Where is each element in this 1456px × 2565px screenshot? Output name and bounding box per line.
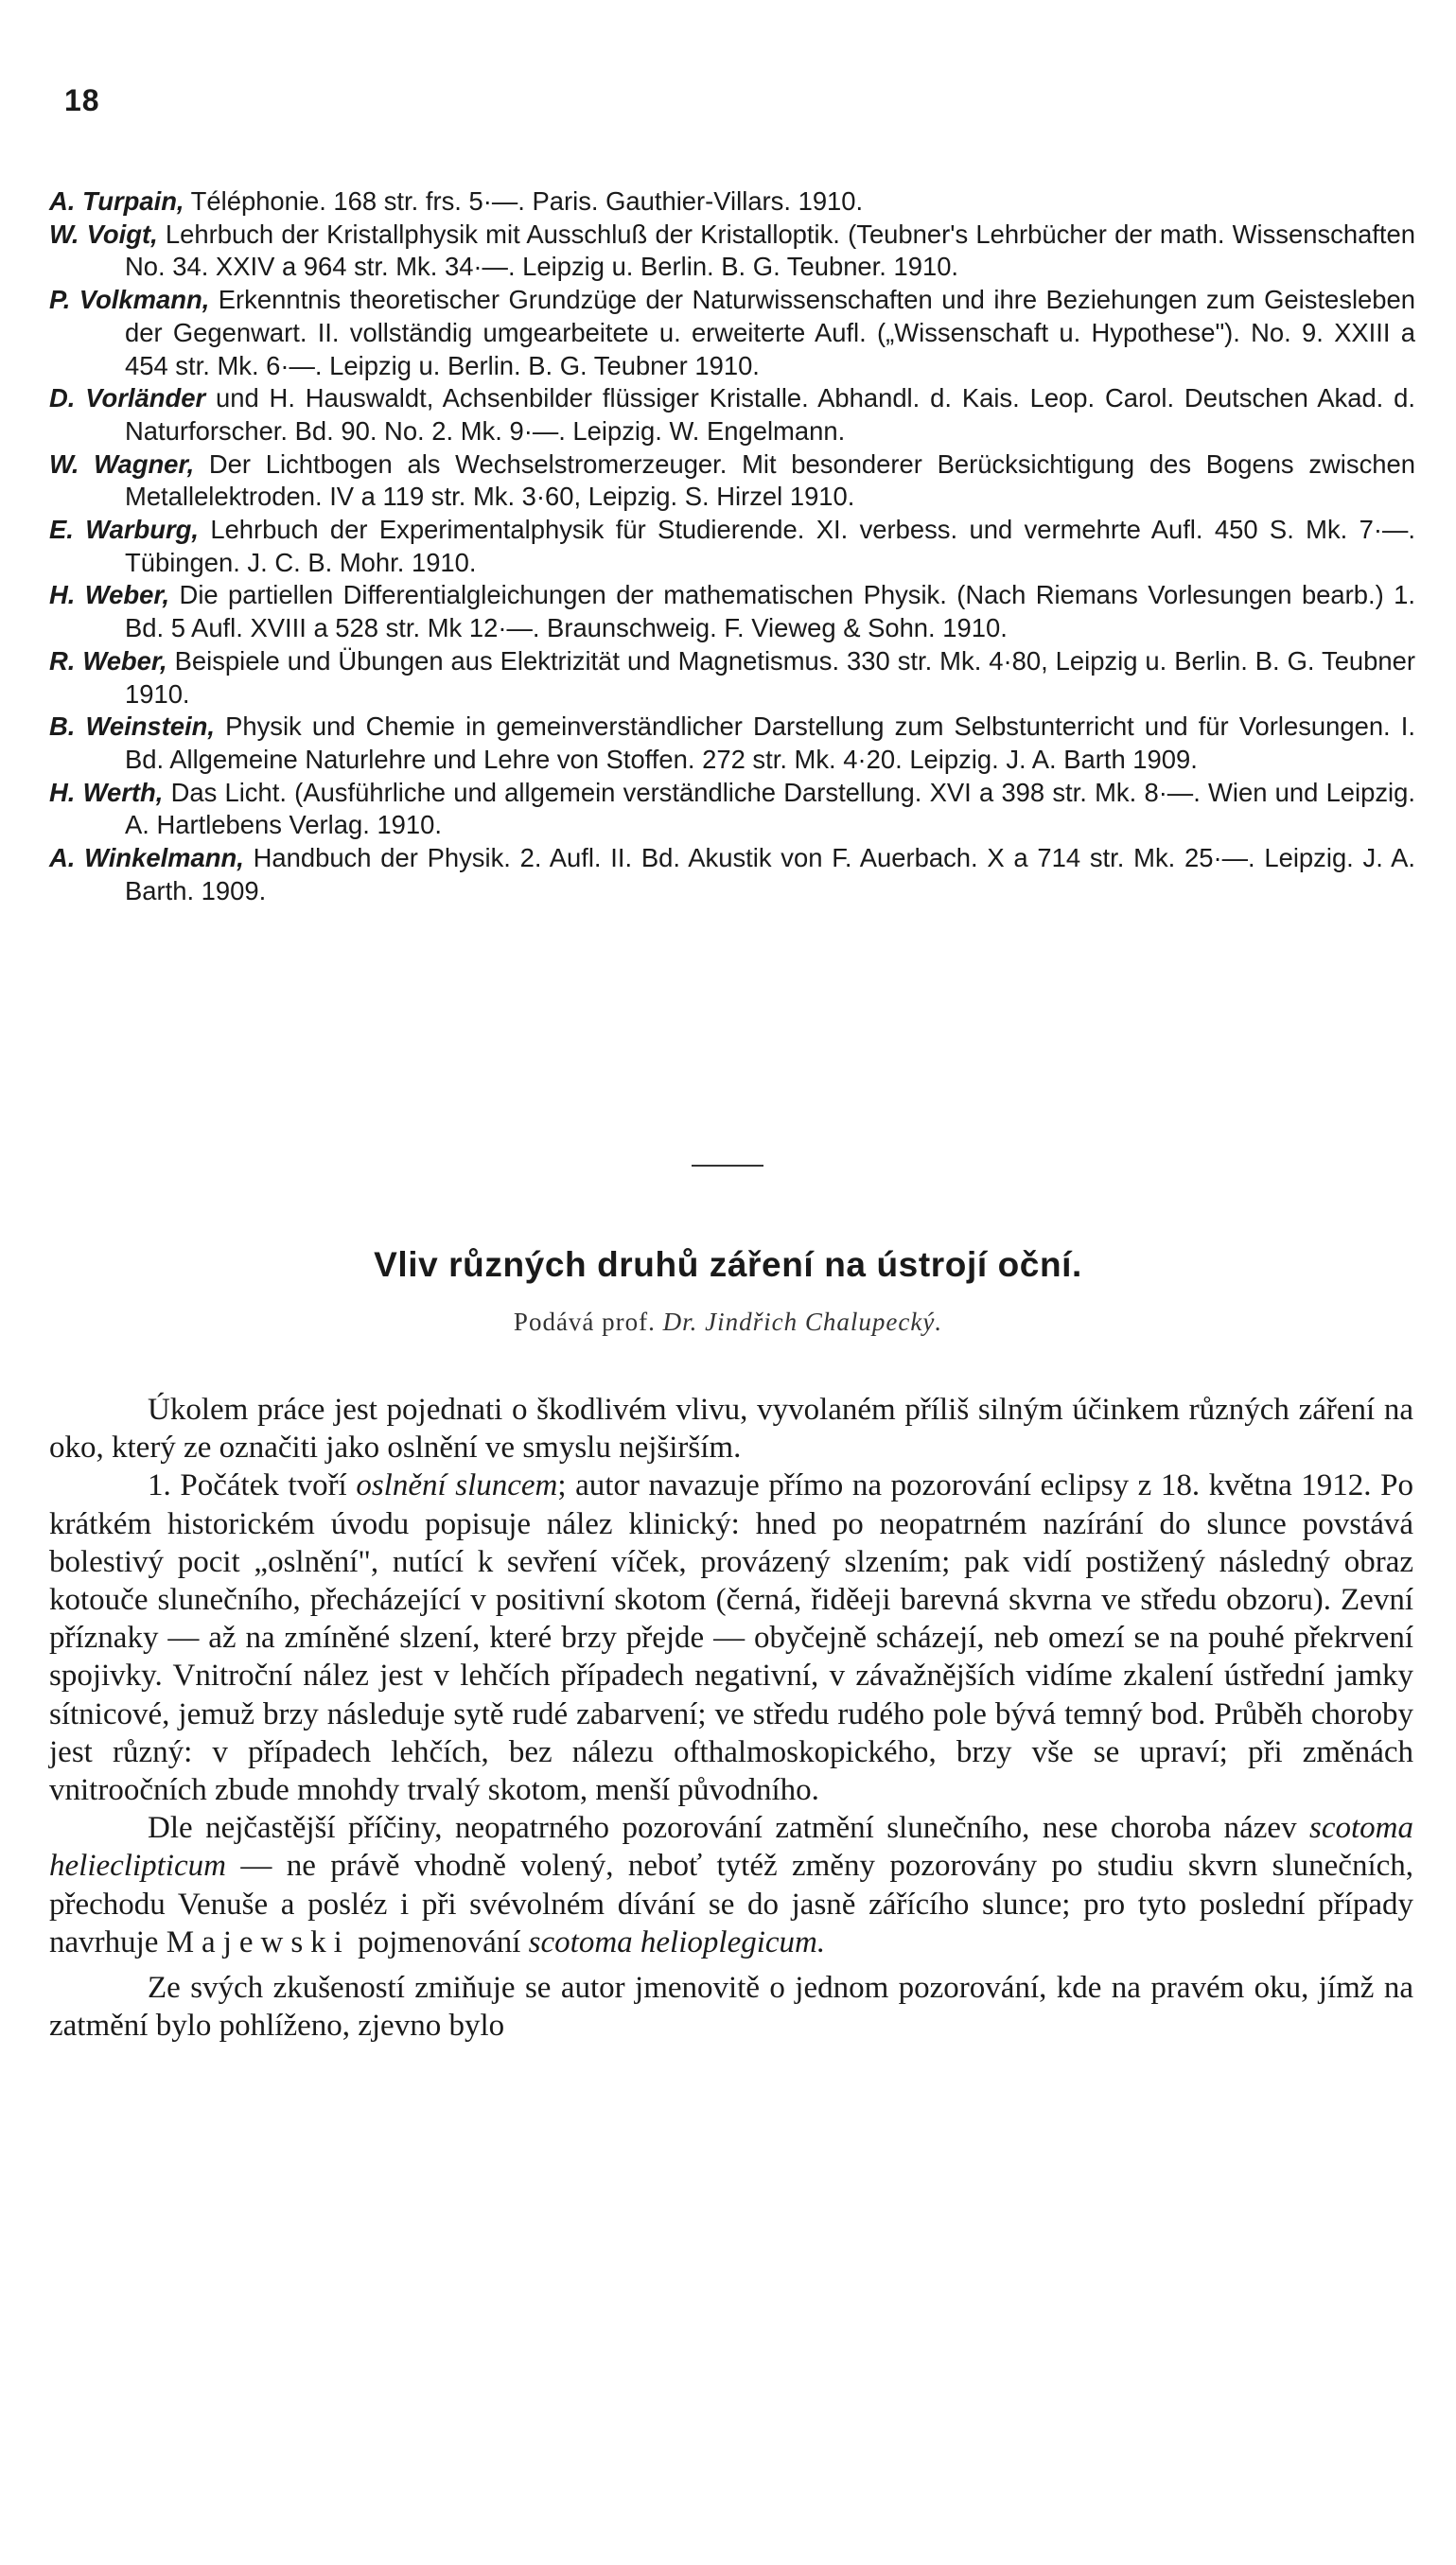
- bibliography-entry: [49, 777, 1415, 842]
- entry-text: Téléphonie. 168 str. frs. 5·—. Paris. Gauthier-Villars. 1910.: [190, 186, 864, 216]
- bibliography-entry: [49, 842, 1415, 907]
- entry-author: R. Weber,: [49, 645, 167, 676]
- emphasis: scotoma helioplegicum.: [528, 1924, 826, 1959]
- bibliography-entry: [49, 284, 1415, 382]
- spaced-name: Majewski: [166, 1924, 350, 1959]
- byline-author: Dr. Jindřich Chalupecký.: [662, 1308, 943, 1336]
- entry-author: D. Vorländer: [49, 383, 206, 413]
- paragraph-text: — ne právě vhodně volený, neboť tytéž změny pozorovány po studiu skvrn slunečních, přechodu Venuše a posléz i při svévolném dívání se do jasně zářícího slunce; pro tyto poslední případy navrhuje: [49, 1849, 1414, 1959]
- entry-author: A. Winkelmann,: [49, 843, 244, 873]
- entry-author: W. Wagner,: [49, 448, 195, 479]
- emphasis: oslnění sluncem: [356, 1468, 558, 1503]
- paragraph-lead: 1. Počátek tvoří: [148, 1468, 347, 1503]
- body-paragraph: [49, 1467, 1413, 1809]
- paragraph-text: pojmenování: [358, 1924, 521, 1959]
- byline-prefix: Podává prof.: [513, 1308, 656, 1336]
- bibliography-entry: [49, 185, 1415, 219]
- entry-text: Beispiele und Übungen aus Elektrizität und Magnetismus. 330 str. Mk. 4·80, Leipzig u. Berlin. B. G. Teubner 1910.: [125, 645, 1415, 709]
- emphasis: scotoma helieclipticum: [49, 1811, 1414, 1884]
- entry-author: W. Voigt,: [49, 219, 158, 249]
- paragraph-text: Dle nejčastější příčiny, neopatrného pozorování zatmění slunečního, nese choroba název: [148, 1811, 1297, 1846]
- article-title: Vliv různých druhů záření na ústrojí oční.: [374, 1245, 1082, 1284]
- bibliography-entry: [49, 645, 1415, 711]
- bibliography-entry: [49, 382, 1415, 448]
- bibliography-entry: [49, 219, 1415, 284]
- article-byline: [0, 1308, 1456, 1337]
- entry-author: B. Weinstein,: [49, 712, 215, 742]
- entry-text: Lehrbuch der Kristallphysik mit Ausschluß der Kristalloptik. (Teubner's Lehrbücher der math. Wissenschaften No. 34. XXIV a 964 str. Mk. 34·—. Leipzig u. Berlin. B. G. Teubner. 1910.: [125, 219, 1415, 282]
- body-paragraph: Úkolem práce jest pojednati o škodlivém vlivu, vyvolaném příliš silným účinkem různých záření na oko, který ze označiti jako oslnění ve smyslu nejširším.: [49, 1393, 1413, 1466]
- bibliography-entry: [49, 514, 1415, 579]
- bibliography-entry: [49, 579, 1415, 644]
- entry-text: Die partiellen Differentialgleichungen der mathematischen Physik. (Nach Riemans Vorlesungen bearb.) 1. Bd. 5 Aufl. XVIII a 528 str. Mk 12·—. Braunschweig. F. Vieweg & Sohn. 1910.: [125, 580, 1415, 643]
- entry-text: Das Licht. (Ausführliche und allgemein verständliche Darstellung. XVI a 398 str. Mk. 8·—. Wien und Leipzig. A. Hartlebens Verlag. 1910.: [125, 777, 1415, 840]
- entry-text: Physik und Chemie in gemeinverständlicher Darstellung zum Selbstunterricht und für Vorlesungen. I. Bd. Allgemeine Naturlehre und Lehre von Stoffen. 272 str. Mk. 4·20. Leipzig. J. A. Barth 1909.: [125, 712, 1415, 774]
- entry-text: und H. Hauswaldt, Achsenbilder flüssiger Kristalle. Abhandl. d. Kais. Leop. Carol. Deutschen Akad. d. Naturforscher. Bd. 90. No. 2. Mk. 9·—. Leipzig. W. Engelmann.: [125, 383, 1415, 446]
- bibliography-entry: [49, 711, 1415, 776]
- entry-text: Handbuch der Physik. 2. Aufl. II. Bd. Akustik von F. Auerbach. X a 714 str. Mk. 25·—. Leipzig. J. A. Barth. 1909.: [125, 843, 1415, 905]
- paragraph-text: ; autor navazuje přímo na pozorování eclipsy z 18. května 1912. Po krátkém historickém úvodu popisuje nález klinický: hned po neopatrném nazírání do slunce povstává bolestivý pocit „oslnění", nutící k sevření víček, provázený slzením; pak vidí postižený následný obraz kotouče slunečního, přecházející v positivní skotom (černá, řiděeji barevná skvrna ve středu obzoru). Zevní příznaky — až na zmíněné slzení, které brzy přejde — obyčejně scházejí, neb omezí se na pouhé překrvení spojivky. Vnitroční nález jest v lehčích případech negativní, v závažnějších vidíme zkalení ústřední jamky sítnicové, jemuž brzy následuje sytě rudé zabarvení; ve středu rudého pole bývá temný bod. Průběh choroby jest různý: v případech lehčích, bez nálezu ofthalmoskopického, brzy vše se upraví; při změnách vnitroočních zbude mnohdy trvalý skotom, menší původního.: [49, 1468, 1414, 1808]
- body-paragraph: [49, 1809, 1413, 1961]
- bibliography-list: [49, 185, 1415, 907]
- section-divider: [692, 1165, 763, 1167]
- bibliography-entry: [49, 448, 1415, 514]
- entry-author: P. Volkmann,: [49, 285, 210, 315]
- article-body: [49, 1391, 1413, 2045]
- entry-author: A. Turpain,: [49, 186, 184, 216]
- body-paragraph: Ze svých zkušeností zmiňuje se autor jmenovitě o jednom pozorování, kde na pravém oku, jímž na zatmění bylo pohlíženo, zjevno bylo: [49, 1971, 1413, 2044]
- entry-author: H. Weber,: [49, 580, 170, 610]
- page-number: 18: [64, 83, 100, 117]
- entry-text: Lehrbuch der Experimentalphysik für Studierende. XI. verbess. und vermehrte Aufl. 450 S. Mk. 7·—. Tübingen. J. C. B. Mohr. 1910.: [125, 515, 1416, 577]
- entry-text: Der Lichtbogen als Wechselstromerzeuger. Mit besonderer Berücksichtigung des Bogens zwischen Metallelektroden. IV a 119 str. Mk. 3·60, Leipzig. S. Hirzel 1910.: [125, 448, 1415, 512]
- entry-text: Erkenntnis theoretischer Grundzüge der Naturwissenschaften und ihre Beziehungen zum Geistesleben der Gegenwart. II. vollständig umgearbeitete u. erweiterte Aufl. („Wissenschaft u. Hypothese"). No. 9. XXIII a 454 str. Mk. 6·—. Leipzig u. Berlin. B. G. Teubner 1910.: [125, 285, 1415, 380]
- entry-author: H. Werth,: [49, 777, 164, 807]
- entry-author: E. Warburg,: [49, 515, 199, 545]
